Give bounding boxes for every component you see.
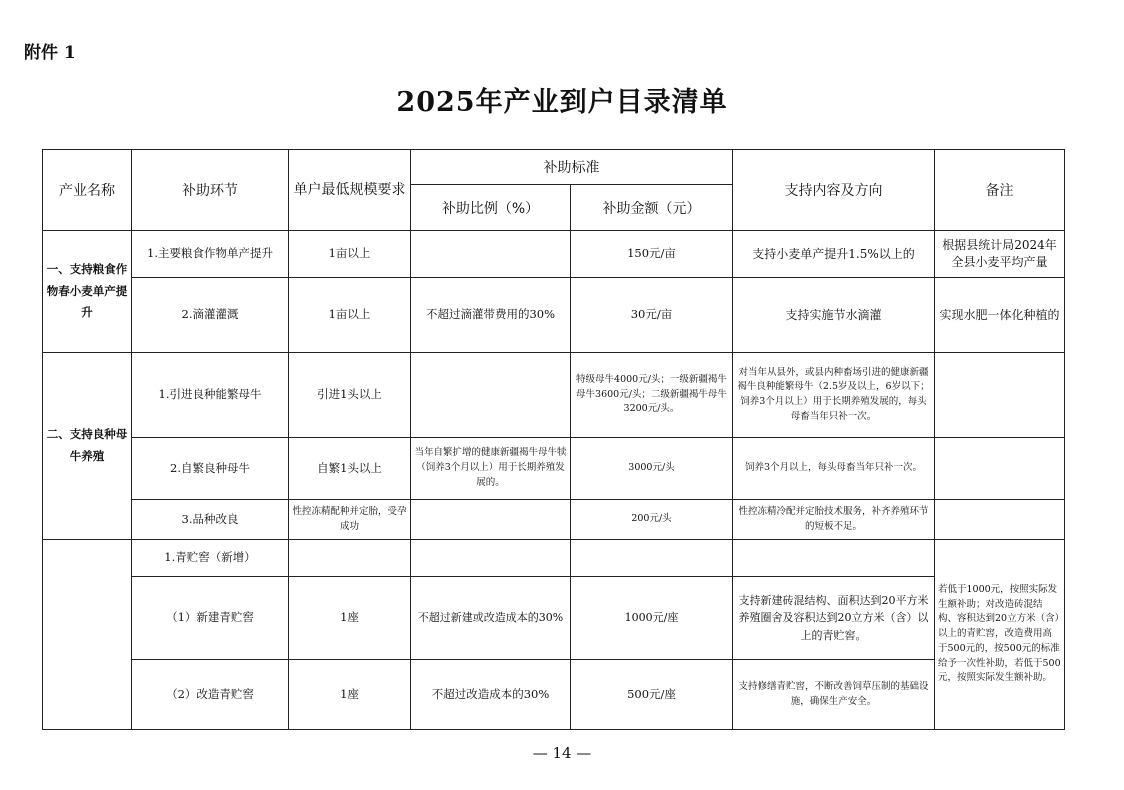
remark-cell [935,500,1065,540]
attachment-label: 附件 1 [24,43,76,63]
min-scale-cell: 1座 [289,577,411,660]
support-cell: 支持实施节水滴灌 [733,278,935,353]
header-amount: 补助金额（元） [571,185,733,231]
header-remark: 备注 [935,150,1065,231]
remark-cell: 根据县统计局2024年全县小麦平均产量 [935,231,1065,278]
support-cell: 对当年从县外，或县内种畜场引进的健康新疆褐牛良种能繁母牛（2.5岁及以上，6岁以下；饲养3个月以上）用于长期养殖发展的，每头母畜当年只补一次。 [733,353,935,438]
table-row [43,438,1065,500]
link-cell: 2.自繁良种母牛 [132,438,289,500]
remark-cell: 若低于1000元，按照实际发生额补助；对改造砖混结构、容积达到20立方米（含）以上的青贮窖，改造费用高于500元的，按500元的标准给予一次性补助，若低于500元，按照实际发生额补助。 [935,540,1065,730]
support-cell: 支持小麦单产提升1.5%以上的 [733,231,935,278]
amount-cell: 150元/亩 [571,231,733,278]
support-cell: 饲养3个月以上，每头母畜当年只补一次。 [733,438,935,500]
catalog-table [42,149,1065,730]
ratio-cell [411,231,571,278]
header-min-scale: 单户最低规模要求 [289,150,411,231]
min-scale-cell: 自繁1头以上 [289,438,411,500]
table-row [43,540,1065,577]
ratio-cell: 不超过改造成本的30% [411,660,571,730]
header-link: 补助环节 [132,150,289,231]
link-cell: （2）改造青贮窖 [132,660,289,730]
amount-cell: 特级母牛4000元/头；一级新疆褐牛母牛3600元/头；二级新疆褐牛母牛3200元/头。 [571,353,733,438]
ratio-cell [411,540,571,577]
ratio-cell [411,500,571,540]
category-cell [43,540,132,730]
table-row [43,231,1065,278]
min-scale-cell: 性控冻精配种并定胎，受孕成功 [289,500,411,540]
table-row [43,577,1065,660]
ratio-cell: 不超过新建或改造成本的30% [411,577,571,660]
ratio-cell [411,353,571,438]
amount-cell [571,540,733,577]
header-support: 支持内容及方向 [733,150,935,231]
table-row [43,500,1065,540]
remark-cell [935,353,1065,438]
table-row [43,353,1065,438]
table-row [43,660,1065,730]
min-scale-cell [289,540,411,577]
ratio-cell: 当年自繁扩增的健康新疆褐牛母牛犊（饲养3个月以上）用于长期养殖发展的。 [411,438,571,500]
amount-cell: 30元/亩 [571,278,733,353]
category-cell: 二、支持良种母牛养殖 [43,353,132,540]
remark-cell [935,438,1065,500]
link-cell: 1.主要粮食作物单产提升 [132,231,289,278]
link-cell: 3.品种改良 [132,500,289,540]
min-scale-cell: 引进1头以上 [289,353,411,438]
amount-cell: 1000元/座 [571,577,733,660]
support-cell [733,540,935,577]
header-industry: 产业名称 [43,150,132,231]
remark-cell: 实现水肥一体化种植的 [935,278,1065,353]
table-row [43,278,1065,353]
support-cell: 支持修缮青贮窖，不断改善饲草压制的基础设施，确保生产安全。 [733,660,935,730]
support-cell: 性控冻精冷配并定胎技术服务，补齐养殖环节的短板不足。 [733,500,935,540]
header-standard: 补助标准 [411,150,733,185]
min-scale-cell: 1亩以上 [289,231,411,278]
header-ratio: 补助比例（%） [411,185,571,231]
amount-cell: 200元/头 [571,500,733,540]
ratio-cell: 不超过滴灌带费用的30% [411,278,571,353]
min-scale-cell: 1座 [289,660,411,730]
link-cell: 1.青贮窖（新增） [132,540,289,577]
link-cell: 1.引进良种能繁母牛 [132,353,289,438]
min-scale-cell: 1亩以上 [289,278,411,353]
amount-cell: 500元/座 [571,660,733,730]
link-cell: （1）新建青贮窖 [132,577,289,660]
amount-cell: 3000元/头 [571,438,733,500]
category-cell: 一、支持粮食作物春小麦单产提升 [43,231,132,353]
support-cell: 支持新建砖混结构、面积达到20平方米养殖圈舍及容积达到20立方米（含）以上的青贮窖。 [733,577,935,660]
page-number: — 14 — [532,744,592,762]
link-cell: 2.滴灌灌溉 [132,278,289,353]
page-title: 2025年产业到户目录清单 [396,87,728,118]
